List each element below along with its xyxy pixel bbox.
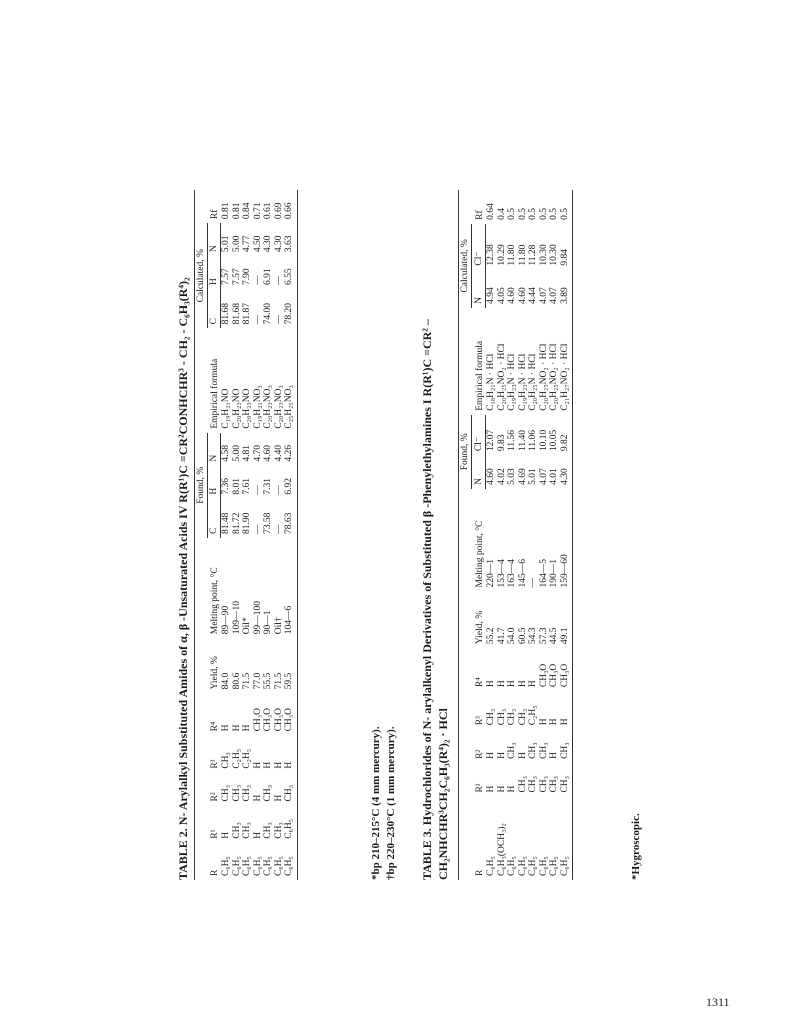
cell: H <box>284 735 297 772</box>
table3-title-line2: CH₂NHCHR³CH₂C₆H₃(R⁴)₂ · HCl <box>436 708 450 880</box>
t3-header-n-calc: N <box>472 270 486 308</box>
cell: 7.90 <box>242 268 252 286</box>
cell: 4.81 <box>242 445 252 462</box>
cell: C₆H₅ <box>549 856 559 876</box>
cell: 74.00 <box>263 302 273 325</box>
cell: H <box>528 680 538 688</box>
cell: 9.83 <box>496 434 507 452</box>
cell: CH₃O <box>538 663 549 688</box>
cell: 6.91 <box>263 268 273 286</box>
cell: 11.40 <box>517 430 528 452</box>
cell: CH₃ <box>231 784 242 802</box>
cell: H <box>517 680 528 688</box>
cell: C₂₀H₂₅NO₂ · HCl <box>496 343 507 411</box>
cell: H <box>496 752 507 759</box>
table2-footnote-2: †bp 220–230°C (1 mm mercury). <box>385 726 397 880</box>
cell: 4.26 <box>284 433 297 466</box>
cell: 190—1 <box>549 559 559 588</box>
t3-header-mp: Melting point, °C <box>459 489 486 592</box>
cell: 109—10 <box>231 600 242 635</box>
cell: CH₃ <box>560 729 573 763</box>
table-row <box>232 190 243 880</box>
cell: C₆H₅ <box>242 856 252 876</box>
cell: CH₃ <box>242 822 252 839</box>
cell: 11.80 <box>517 244 528 266</box>
cell: CH₃ <box>273 822 284 839</box>
cell: 0.66 <box>284 190 297 223</box>
cell: 4.60 <box>517 287 528 304</box>
cell: C₂H₅ <box>528 705 538 726</box>
cell: CH₃ <box>538 776 549 793</box>
t3-header-r1: R¹ <box>459 763 486 797</box>
t2-header-mp: Melting point, °C <box>195 538 221 638</box>
t2-header-r3: R³ <box>195 735 221 772</box>
table2 <box>194 190 298 880</box>
cell: H <box>517 752 528 759</box>
cell: Oil* <box>242 617 252 635</box>
cell: CH₃ <box>528 742 538 759</box>
table2-title: TABLE 2. N- Arylalkyl Substituted Amides of α, β -Unsaturated Acids IV R(R¹)C =CR²CONHCHR³ - CH₂ - C₆H₃(R⁴)₂ <box>176 277 190 880</box>
cell: 59.5 <box>284 638 297 693</box>
cell: — <box>528 578 538 588</box>
cell: 89—90 <box>220 605 231 635</box>
t2-header-n: N <box>208 433 221 466</box>
page-number: 1311 <box>706 995 730 1009</box>
cell: C₆H₅ <box>560 797 573 880</box>
cell: — <box>273 524 284 534</box>
t2-header-yield: Yield, % <box>195 638 221 693</box>
t2-header-c-calc: C <box>208 289 221 328</box>
cell: 3.63 <box>284 223 297 256</box>
cell: CH₃O <box>252 708 263 732</box>
cell: 4.01 <box>549 468 559 485</box>
cell: 7.36 <box>221 477 231 495</box>
cell: CH₃O <box>284 693 297 735</box>
cell: 5.00 <box>231 235 242 253</box>
t3-header-r: R <box>459 797 486 880</box>
t3-header-cl-calc: Cl⁻ <box>472 224 486 270</box>
cell: 99—100 <box>252 600 263 635</box>
cell: 164—5 <box>538 559 549 588</box>
t3-header-yield: Yield, % <box>459 592 486 649</box>
cell: C₆H₅ <box>231 856 242 876</box>
cell: 4.05 <box>496 287 507 304</box>
cell: 0.5 <box>507 207 517 220</box>
cell: 6.55 <box>284 256 297 289</box>
cell: 0.81 <box>220 202 231 220</box>
table-row <box>284 190 297 880</box>
cell: C₂H₅ <box>242 748 252 769</box>
t2-header-r2: R² <box>195 773 221 806</box>
cell: 0.4 <box>496 207 507 220</box>
cell: 0.5 <box>538 207 549 220</box>
t2-header-calculated: Calculated, % <box>195 223 208 328</box>
table-row <box>486 190 497 880</box>
cell: CH₃ <box>560 763 573 797</box>
cell: C₂H₅ <box>231 748 242 769</box>
cell: 11.56 <box>507 430 517 452</box>
cell: 4.30 <box>263 235 273 253</box>
t3-header-calculated: Calculated, % <box>459 224 472 308</box>
cell: H <box>231 724 242 732</box>
cell: CH₃O <box>560 648 573 691</box>
cell: 11.06 <box>528 430 538 452</box>
cell: 0.61 <box>263 202 273 220</box>
cell: 81.72 <box>231 512 242 534</box>
cell: 41.7 <box>496 627 507 645</box>
t2-header-found: Found, % <box>195 433 208 538</box>
cell: 11.80 <box>507 244 517 266</box>
cell: 8.01 <box>231 477 242 495</box>
cell: H <box>252 831 263 839</box>
t3-header-r2: R² <box>459 729 486 763</box>
cell: C₂₀H₂₅N · HCl <box>528 353 538 411</box>
cell: 4.58 <box>221 445 231 462</box>
cell: H <box>273 794 284 802</box>
cell: 80.6 <box>231 672 242 690</box>
cell: 5.00 <box>231 445 242 462</box>
cell: 4.50 <box>252 235 263 253</box>
cell: CH₃O <box>263 708 273 732</box>
cell: 4.60 <box>486 468 496 485</box>
cell: 4.07 <box>538 287 549 304</box>
cell: 0.71 <box>252 202 263 220</box>
table3 <box>458 190 573 880</box>
cell: C₆H₅ <box>538 856 549 876</box>
cell: — <box>273 275 284 286</box>
cell: C₁₉H₂₃N · HCl <box>507 353 517 411</box>
cell: 5.01 <box>528 468 538 485</box>
cell: 81.48 <box>221 512 231 534</box>
cell: C₆H₅ <box>284 843 297 880</box>
t2-header-h: H <box>208 466 221 499</box>
cell: C₂₀H₂₃NO₃ <box>263 385 273 429</box>
cell: 81.68 <box>221 302 231 325</box>
table2-footnote-1: *bp 210–215°C (4 mm mercury). <box>370 726 382 880</box>
cell: — <box>252 524 263 534</box>
cell: CH₃ <box>538 742 549 759</box>
cell: 7.57 <box>231 268 242 286</box>
table-row <box>539 190 550 880</box>
cell: H <box>220 831 231 839</box>
cell: 55.5 <box>263 672 273 690</box>
t2-header-r1: R¹ <box>195 806 221 843</box>
cell: C₆H₅ <box>284 806 297 843</box>
cell: C₆H₅ <box>220 856 231 876</box>
t2-header-n-calc: N <box>208 223 221 256</box>
cell: C₁₉H₂₁NO₃ <box>252 385 263 429</box>
cell: C₂₀H₂₃NO <box>242 388 252 429</box>
table-row <box>253 190 264 880</box>
cell: 0.5 <box>560 190 573 224</box>
t3-header-formula: Empirical formula <box>459 308 486 415</box>
cell: — <box>273 314 284 325</box>
t2-header-r: R <box>195 843 221 880</box>
cell: CH₃O <box>273 708 284 732</box>
cell: 7.31 <box>263 477 273 495</box>
cell: 84.0 <box>220 672 231 690</box>
cell: CH₃ <box>284 773 297 806</box>
table-row <box>263 190 274 880</box>
cell: 9.84 <box>560 224 573 270</box>
cell: 4.77 <box>242 235 252 253</box>
cell: C₆H₅ <box>252 856 263 876</box>
cell: 4.07 <box>538 468 549 485</box>
cell: CH₃ <box>517 708 528 726</box>
table-row <box>242 190 253 880</box>
cell: CH₃ <box>263 822 273 839</box>
cell: 10.29 <box>496 244 507 266</box>
cell: C₆H₅ <box>528 856 538 876</box>
table-row <box>497 190 508 880</box>
cell: CH₃ <box>507 708 517 726</box>
cell: C₆H₅ <box>507 856 517 876</box>
cell: 5.01 <box>221 235 231 253</box>
cell: 104—6 <box>284 538 297 638</box>
cell: 9.82 <box>560 415 573 455</box>
cell: H <box>485 752 496 759</box>
cell: 11.28 <box>528 244 538 266</box>
cell: H <box>252 794 263 802</box>
t3-header-r4: R⁴ <box>459 648 486 691</box>
cell: 153—4 <box>496 559 507 588</box>
cell: C₂₀H₂₅NO₂ · HCl <box>538 343 549 411</box>
cell: C₆H₅ <box>263 856 273 876</box>
cell: 0.84 <box>242 202 252 220</box>
cell: 0.5 <box>528 207 538 220</box>
t3-header-cl: Cl⁻ <box>472 415 486 455</box>
cell: CH₃ <box>549 776 559 793</box>
cell: 12.07 <box>486 429 496 452</box>
cell: H <box>263 761 273 769</box>
cell: CH₃ <box>242 784 252 802</box>
cell: 78.20 <box>284 289 297 328</box>
cell: CH₃ <box>485 708 496 726</box>
cell: 54.0 <box>507 627 517 645</box>
cell: CH₃ <box>231 822 242 839</box>
t2-header-r4: R⁴ <box>195 693 221 735</box>
table-row <box>549 190 560 880</box>
cell: 7.61 <box>242 477 252 495</box>
cell: 4.60 <box>263 445 273 462</box>
cell: 10.05 <box>549 429 559 452</box>
cell: 73.58 <box>263 512 273 534</box>
cell: 220—1 <box>485 559 496 588</box>
cell: H <box>252 761 263 769</box>
cell: 60.5 <box>517 627 528 645</box>
cell: 145—6 <box>517 559 528 588</box>
cell: 4.44 <box>528 287 538 304</box>
cell: C₆H₅ <box>273 856 284 876</box>
cell: C₂₁H₂₇NO₂ · HCl <box>560 308 573 415</box>
table-row <box>507 190 518 880</box>
cell: C₂₀H₂₃NO <box>231 388 242 429</box>
cell: — <box>252 314 263 325</box>
cell: 71.5 <box>242 672 252 690</box>
cell: 10.30 <box>538 244 549 266</box>
cell: 57.3 <box>538 627 549 645</box>
t2-header-h-calc: H <box>208 256 221 289</box>
table3-title-line1: TABLE 3. Hydrochlorides of N- arylalkenyl Derivatives of Substituted β -Phenylethylamines I R(R¹)C =CR² – <box>420 319 434 880</box>
t2-header-formula: Empirical formula <box>195 328 221 432</box>
cell: 4.94 <box>486 287 496 304</box>
cell: H <box>560 691 573 729</box>
cell: 0.64 <box>485 203 496 220</box>
cell: — <box>252 485 263 495</box>
cell: H <box>220 724 231 732</box>
cell: 77.0 <box>252 672 263 690</box>
cell: C₂₀H₂₅NO₂ · HCl <box>549 343 559 411</box>
cell: 4.07 <box>549 287 559 304</box>
cell: 12.38 <box>486 244 496 266</box>
table-row <box>221 190 232 880</box>
cell: 4.30 <box>273 235 284 253</box>
cell: C₂₀H₂₃NO₃ <box>273 385 284 429</box>
t2-header-c: C <box>208 499 221 538</box>
cell: 4.02 <box>496 468 507 485</box>
table-row <box>528 190 539 880</box>
cell: H <box>549 718 559 726</box>
cell: CH₃O <box>549 663 559 688</box>
cell: 81.90 <box>242 512 252 534</box>
table-row <box>518 190 529 880</box>
cell: H <box>242 724 252 732</box>
cell: H <box>507 785 517 793</box>
cell: 90—1 <box>263 610 273 635</box>
cell: H <box>496 785 507 793</box>
cell: 4.40 <box>273 445 284 462</box>
cell: H <box>273 761 284 769</box>
cell: 10.30 <box>549 244 559 266</box>
cell: 159—60 <box>560 489 573 592</box>
table3-footnote: *Hygroscopic. <box>630 813 642 880</box>
cell: CH₃ <box>528 776 538 793</box>
cell: 163—4 <box>507 559 517 588</box>
cell: Oil† <box>273 617 284 635</box>
cell: 6.92 <box>284 466 297 499</box>
cell: CH₃ <box>220 752 231 769</box>
table-row <box>274 190 285 880</box>
t3-header-rf: Rf <box>459 190 486 224</box>
cell: 7.57 <box>221 268 231 286</box>
cell: H <box>538 718 549 726</box>
cell: 4.30 <box>560 455 573 489</box>
cell: CH₃ <box>496 708 507 726</box>
cell: 81.68 <box>231 302 242 325</box>
cell: 55.2 <box>485 627 496 645</box>
cell: 0.5 <box>549 207 559 220</box>
cell: 44.5 <box>549 627 559 645</box>
cell: 3.89 <box>560 270 573 308</box>
cell: C₆H₃(OCH₃)₂ <box>496 823 507 876</box>
cell: 4.70 <box>252 445 263 462</box>
cell: 4.69 <box>517 468 528 485</box>
cell: 54.3 <box>528 627 538 645</box>
table-row <box>560 190 573 880</box>
t3-header-found: Found, % <box>459 415 472 489</box>
cell: CH₃ <box>507 742 517 759</box>
cell: 0.69 <box>273 202 284 220</box>
t3-header-r3: R³ <box>459 691 486 729</box>
cell: H <box>485 785 496 793</box>
cell: 10.10 <box>538 429 549 452</box>
cell: C₂₅H₂₅NO₃ <box>284 328 297 432</box>
cell: C₁₈H₂₁N · HCl <box>485 353 496 411</box>
rotated-page-content <box>170 150 690 880</box>
cell: — <box>273 485 284 495</box>
cell: H <box>496 680 507 688</box>
cell: CH₃ <box>220 784 231 802</box>
cell: C₁₉H₂₃N · HCl <box>517 353 528 411</box>
cell: CH₃ <box>517 776 528 793</box>
cell: — <box>252 275 263 286</box>
cell: 5.03 <box>507 468 517 485</box>
cell: C₆H₅ <box>485 856 496 876</box>
cell: 0.5 <box>517 207 528 220</box>
cell: 4.60 <box>507 287 517 304</box>
cell: C₆H₅ <box>517 856 528 876</box>
cell: 0.81 <box>231 202 242 220</box>
cell: H <box>549 752 559 759</box>
cell: H <box>485 680 496 688</box>
cell: 49.1 <box>560 592 573 649</box>
t3-header-n: N <box>472 455 486 489</box>
cell: C₁₉H₂₁NO <box>220 388 231 429</box>
cell: 81.87 <box>242 302 252 325</box>
cell: 78.63 <box>284 499 297 538</box>
cell: H <box>507 680 517 688</box>
t2-header-rf: Rf <box>195 190 221 223</box>
cell: 71.5 <box>273 672 284 690</box>
cell: CH₃ <box>263 784 273 802</box>
